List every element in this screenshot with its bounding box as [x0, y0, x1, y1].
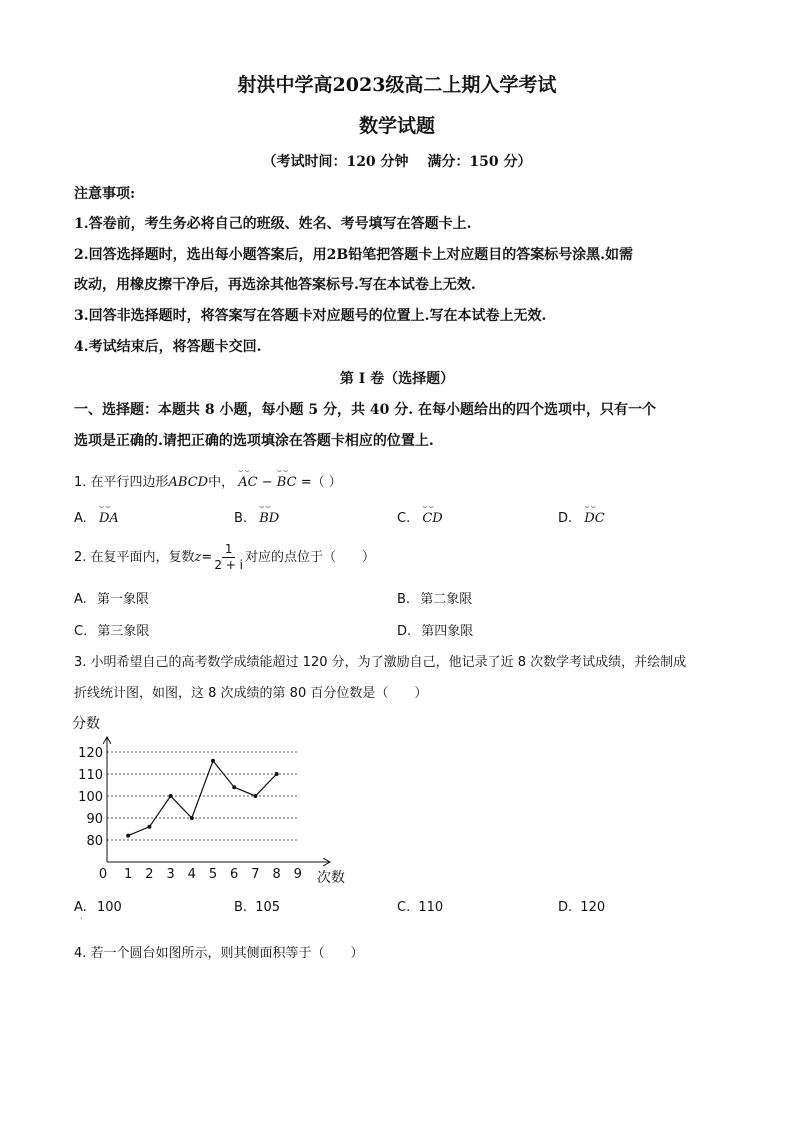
subject-title: 数学试题 — [358, 115, 435, 137]
section-title: 第 I 卷（选择题） — [339, 371, 455, 387]
data-point — [232, 785, 236, 789]
y-tick-label: 80 — [86, 834, 103, 849]
option-letter: B. — [397, 592, 411, 607]
y-tick-label: 120 — [78, 746, 103, 761]
x-tick-label: 9 — [293, 867, 302, 882]
data-point — [275, 772, 279, 776]
school-title: 射洪中学高2023级高二上期入学考试 — [237, 74, 557, 96]
y-axis-label: 分数 — [72, 716, 100, 732]
note-item-2: 2.回答选择题时，选出每小题答案后，用2B铅笔把答题卡上对应题目的答案标号涂黑.如需 — [74, 247, 634, 263]
option-letter: C. — [397, 900, 411, 915]
x-tick-label: 2 — [145, 867, 154, 882]
option-value: 100 — [96, 900, 122, 915]
option-letter: D. — [397, 624, 412, 639]
y-tick-label: 90 — [86, 812, 103, 827]
q1-vector-2: ⌣⌣ BC — [277, 475, 297, 490]
score-series-line — [128, 761, 276, 836]
note-item-1: 1.答卷前，考生务必将自己的班级、姓名、考号填写在答题卡上. — [74, 216, 472, 232]
option-value: 第四象限 — [421, 624, 474, 639]
section-instructions-2: 选项是正确的.请把正确的选项填涂在答题卡相应的位置上. — [74, 433, 434, 449]
q2-option-b[interactable] — [397, 588, 472, 607]
option-value: ⌣⌣ DC — [584, 511, 604, 526]
option-value: 105 — [255, 900, 281, 915]
q1-option-d[interactable] — [558, 511, 605, 526]
q3-option-b[interactable] — [234, 900, 280, 915]
q1-vector-1: ⌣⌣ AC — [238, 475, 257, 490]
q2-eq: = — [201, 550, 213, 565]
option-letter: A. — [74, 511, 87, 526]
notes-heading: 注意事项: — [74, 186, 136, 202]
q2-suffix: 对应的点位于（ ） — [244, 550, 375, 565]
option-letter: B. — [234, 511, 248, 526]
chart-grid — [107, 752, 299, 840]
option-letter: D. — [558, 900, 573, 915]
x-tick-label: 4 — [187, 867, 196, 882]
q2-numerator: 1 — [222, 542, 236, 558]
x-tick-label: 8 — [272, 867, 281, 882]
q2-option-c[interactable] — [74, 620, 149, 639]
x-tick-label: 7 — [251, 867, 260, 882]
option-letter: B. — [234, 900, 248, 915]
q2-var: z — [194, 550, 202, 565]
q1-prefix: 1. 在平行四边形 — [74, 475, 169, 490]
option-letter: A. — [74, 900, 87, 915]
q1-minus: − — [261, 475, 273, 490]
q1-mid: 中， — [208, 475, 235, 490]
q3-option-d[interactable] — [558, 900, 605, 915]
q3-option-a[interactable] — [74, 900, 122, 915]
q1-option-b[interactable] — [234, 511, 279, 526]
question-2 — [74, 542, 375, 573]
y-tick-labels — [78, 746, 103, 849]
section-instructions-1: 一、选择题：本题共 8 小题，每小题 5 分，共 40 分. 在每小题给出的四个选项中，只有一个 — [74, 402, 656, 418]
exam-info: （考试时间：120 分钟 满分：150 分） — [262, 154, 532, 170]
q1-suffix: =（ ） — [300, 475, 342, 490]
q1-option-a[interactable] — [74, 511, 119, 526]
q2-denominator: 2 + i — [214, 558, 243, 572]
data-point — [253, 794, 257, 798]
note-item-2-cont: 改动，用橡皮擦干净后，再选涂其他答案标号.写在本试卷上无效. — [74, 277, 476, 293]
y-tick-label: 100 — [78, 790, 103, 805]
score-line-chart — [70, 710, 360, 890]
q2-option-a[interactable] — [74, 588, 149, 607]
q2-option-d[interactable] — [397, 620, 473, 639]
q2-prefix: 2. 在复平面内，复数 — [74, 550, 195, 565]
option-value: ⌣⌣ DA — [99, 511, 119, 526]
x-tick-label: 1 — [124, 867, 133, 882]
option-value: 第二象限 — [420, 592, 473, 607]
q1-option-c[interactable] — [397, 511, 443, 526]
q3-option-c[interactable] — [397, 900, 443, 915]
option-letter: C. — [397, 511, 411, 526]
y-tick-label: 110 — [78, 768, 103, 783]
x-tick-label: 5 — [208, 867, 218, 882]
note-item-4: 4.考试结束后，将答题卡交回. — [74, 339, 262, 355]
option-value: 第一象限 — [96, 592, 149, 607]
data-point — [126, 834, 130, 838]
question-3-line-2: 折线统计图，如图，这 8 次成绩的第 80 百分位数是（ ） — [74, 686, 428, 701]
question-4: 4. 若一个圆台如图所示，则其侧面积等于（ ） — [74, 946, 364, 961]
option-letter: A. — [74, 592, 87, 607]
option-value: 110 — [418, 900, 444, 915]
stray-dot: · — [80, 914, 83, 924]
score-series-points — [126, 759, 278, 838]
question-3-line-1: 3. 小明希望自己的高考数学成绩能超过 120 分，为了激励自己，他记录了近 8 次数学考试成绩，并绘制成 — [74, 655, 687, 670]
x-tick-label: 3 — [166, 867, 175, 882]
x-tick-labels — [99, 867, 302, 882]
option-value: 120 — [580, 900, 606, 915]
q2-fraction — [214, 542, 243, 573]
question-1 — [74, 471, 342, 490]
data-point — [169, 794, 173, 798]
q1-shape: ABCD — [168, 475, 209, 490]
data-point — [147, 825, 151, 829]
note-item-3: 3.回答非选择题时，将答案写在答题卡对应题号的位置上.写在本试卷上无效. — [74, 308, 547, 324]
x-tick-label: 6 — [230, 867, 239, 882]
data-point — [190, 816, 194, 820]
option-value: 第三象限 — [97, 624, 150, 639]
option-letter: D. — [558, 511, 573, 526]
data-point — [211, 759, 215, 763]
option-letter: C. — [74, 624, 88, 639]
option-value: ⌣⌣ BD — [259, 511, 279, 526]
x-axis-label: 次数 — [317, 870, 345, 886]
option-value: ⌣⌣ CD — [422, 511, 442, 526]
x-tick-label: 0 — [98, 867, 108, 882]
